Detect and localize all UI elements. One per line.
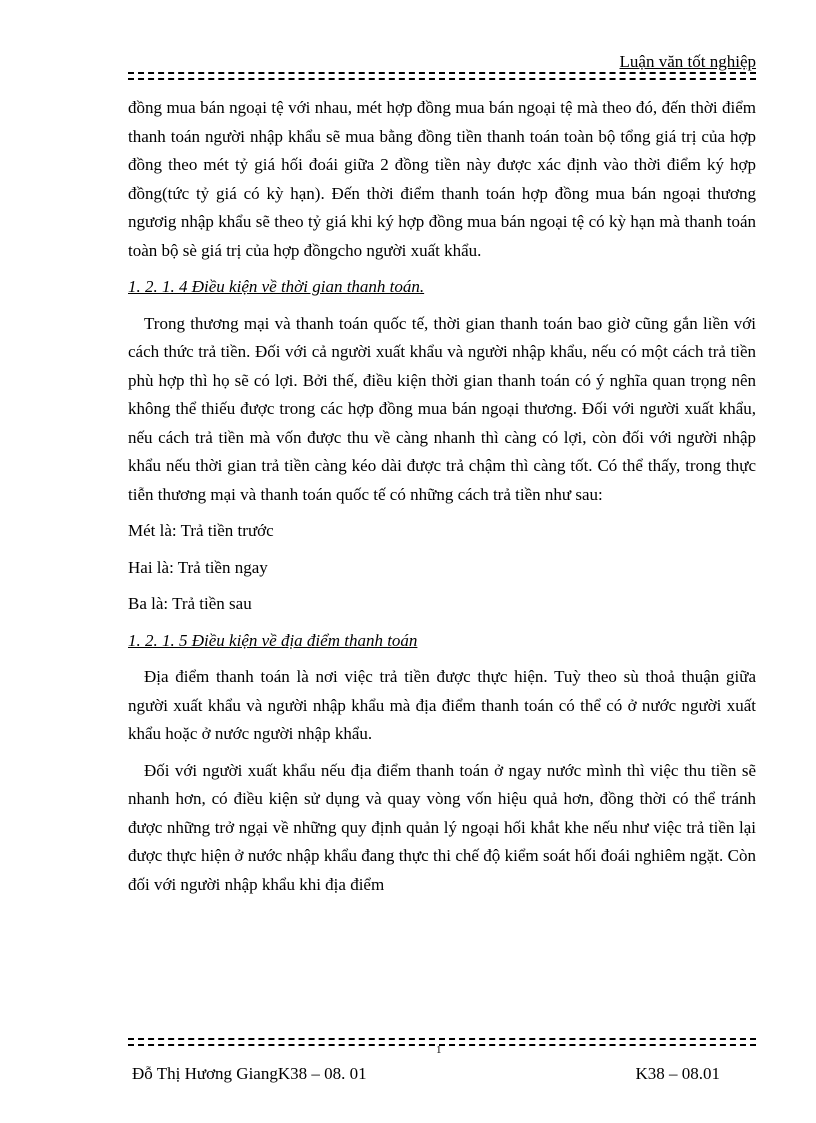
body-paragraph: đồng mua bán ngoại tệ với nhau, mét hợp đồng mua bán ngoại tệ mà theo đó, đến thời điểm thanh toán người nhập khẩu sẽ mua bằng đồng tiền thanh toán toàn bộ tổng giá trị của hợp đồng theo mét tỷ giá hối đoái giữa 2 đồng tiền này được xác định vào thời điểm ký hợp đồng(tức tỷ giá có kỳ hạn). Đến thời điểm thanh toán hợp đồng mua bán ngoại thương ngươig nhập khẩu sẽ theo tỷ giá khi ký hợp đồng mua bán ngoại tệ có kỳ hạn mà thanh toán toàn bộ sè giá trị của hợp đồngcho người xuất khẩu. bbox=[128, 98, 756, 260]
document-header-title: Luận văn tốt nghiệp bbox=[619, 52, 756, 71]
footer-divider bbox=[128, 1038, 756, 1040]
header-divider-secondary bbox=[128, 78, 756, 80]
body-paragraph: Trong thương mại và thanh toán quốc tế, thời gian thanh toán bao giờ cũng gắn liền với cách thức trả tiền. Đối với cả người xuất khẩu và người nhập khẩu, nếu có một cách trả tiền phù hợp thì họ sẽ có lợi. Bởi thế, điều kiện thời gian thanh toán có ý nghĩa quan trọng nên không thể thiếu được trong các hợp đồng mua bán ngoại thương. Đối với người xuất khẩu, nếu cách trả tiền mà vốn được thu về càng nhanh thì càng có lợi, còn đối với người nhập khẩu nếu thời gian trả tiền càng kéo dài được trả chậm thì càng tốt. Có thể thấy, trong thực tiễn thương mại và thanh toán quốc tế có những cách trả tiền như sau: bbox=[128, 313, 756, 504]
section-heading: 1. 2. 1. 5 Điều kiện về địa điểm thanh toán bbox=[128, 630, 418, 650]
body-paragraph: Địa điểm thanh toán là nơi việc trả tiền được thực hiện. Tuỳ theo sù thoả thuận giữa người xuất khẩu và người nhập khẩu mà địa điểm thanh toán có thể có ở nước người xuất khẩu hoặc ở nước người nhập khẩu. bbox=[128, 667, 756, 743]
section-heading: 1. 2. 1. 4 Điều kiện về thời gian thanh toán. bbox=[128, 277, 425, 296]
body-paragraph: Đối với người xuất khẩu nếu địa điểm thanh toán ở ngay nước mình thì việc thu tiền sẽ nhanh hơn, có điều kiện sử dụng và quay vòng vốn hiệu quả hơn, đồng thời có thể tránh được những trở ngại về những quy định quản lý ngoại hối khắt khe nếu như việc trả tiền lại được thực hiện ở nước nhập khẩu đang thực thi chế độ kiểm soát hối đoái nghiêm ngặt. Còn đối với người nhập khẩu khi địa điểm bbox=[128, 760, 756, 894]
document-body bbox=[128, 94, 756, 907]
footer-author: Đỗ Thị Hương GiangK38 – 08. 01 bbox=[132, 1064, 367, 1083]
list-item: Ba là: Trả tiền sau bbox=[128, 594, 252, 613]
page-number: 1 bbox=[436, 1044, 442, 1056]
footer-divider-secondary bbox=[128, 1044, 756, 1046]
footer-class-code: K38 – 08.01 bbox=[635, 1064, 720, 1083]
header-divider bbox=[128, 72, 756, 74]
list-item: Mét là: Trả tiền trước bbox=[128, 521, 274, 540]
list-item: Hai là: Trả tiền ngay bbox=[128, 557, 268, 577]
